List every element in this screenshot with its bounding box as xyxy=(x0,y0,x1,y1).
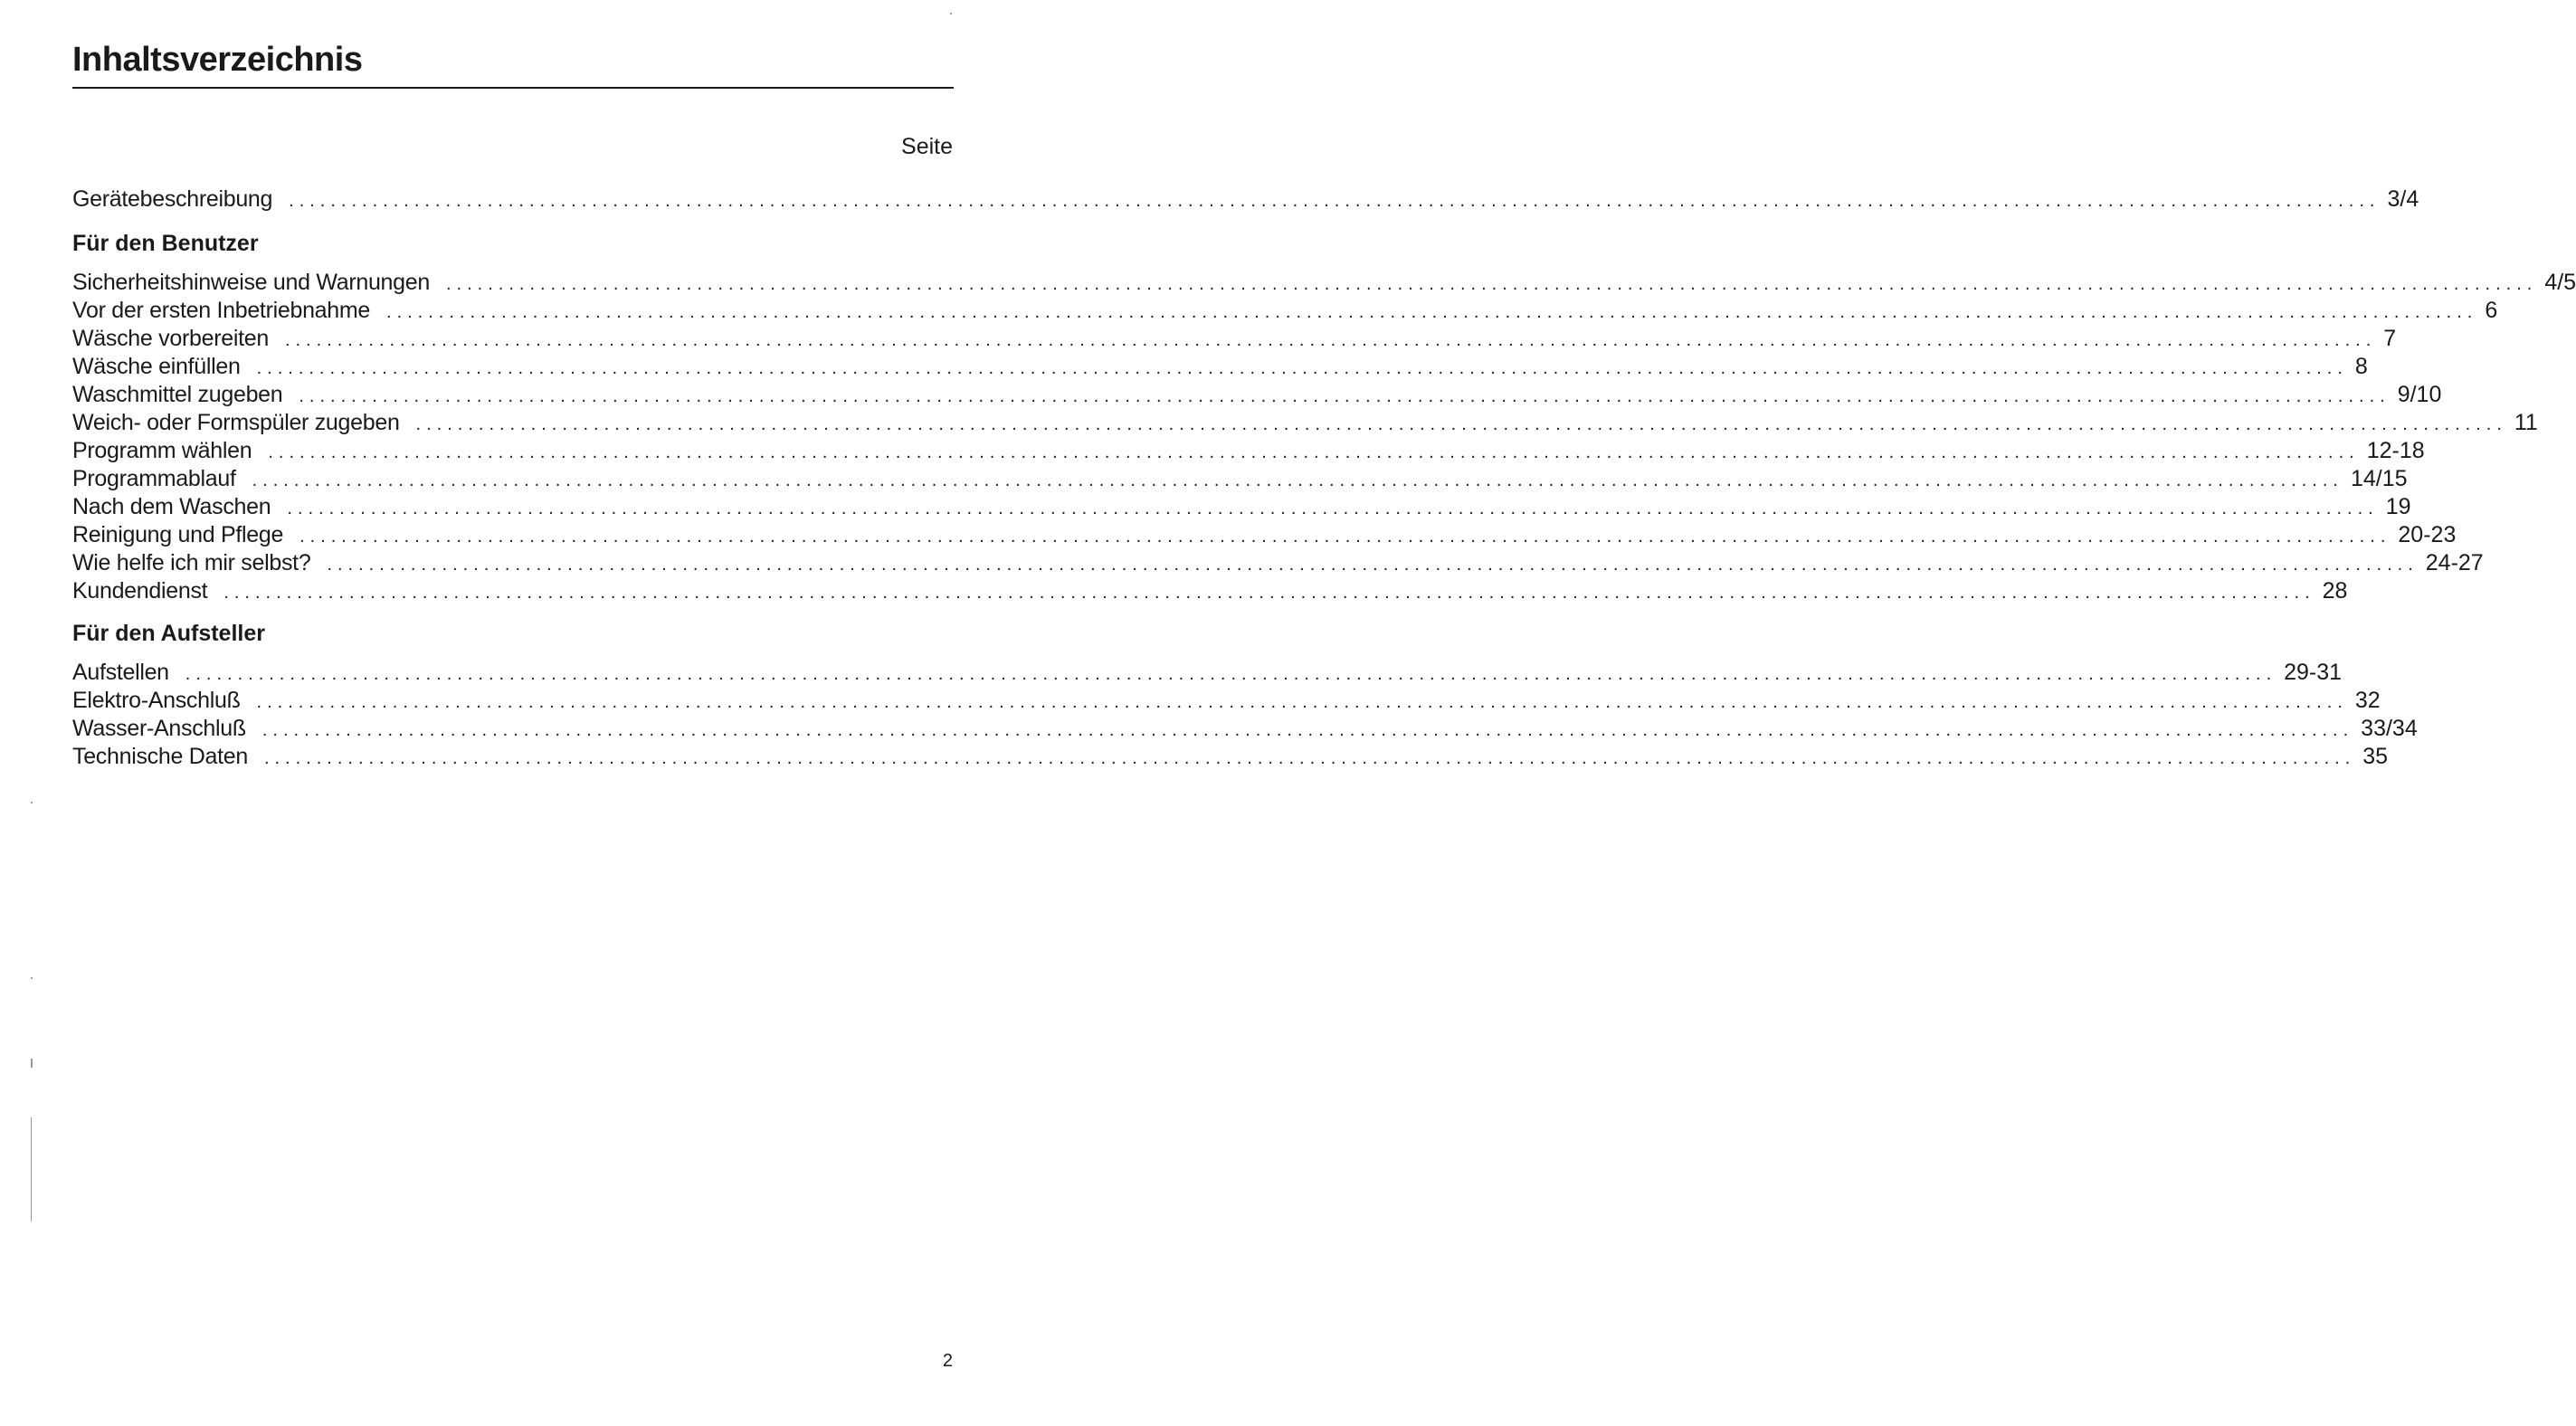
toc-group-heading: Für den Aufsteller xyxy=(72,621,265,646)
toc-entry xyxy=(72,521,2457,549)
title-divider xyxy=(72,87,954,89)
toc-entry-label: Kundendienst xyxy=(72,578,208,604)
toc-entry-page: 14/15 xyxy=(2350,466,2408,491)
toc-entry-label: Waschmittel zugeben xyxy=(72,382,283,407)
toc-leader-dots: ........................................................................................................................................................................................................ xyxy=(256,358,2348,378)
toc-entry-page: 29-31 xyxy=(2284,660,2343,685)
toc-leader-dots: ........................................................................................................................................................................................................ xyxy=(252,471,2343,490)
toc-entry-label: Weich- oder Formspüler zugeben xyxy=(72,410,400,435)
scan-speck xyxy=(31,977,33,979)
toc-entry xyxy=(72,687,2381,715)
scan-speck xyxy=(31,802,33,803)
toc-entry xyxy=(72,437,2425,465)
toc-entry-label: Technische Daten xyxy=(72,744,248,769)
toc-entry-page: 4/5 xyxy=(2544,270,2576,295)
toc-entry-page: 19 xyxy=(2385,494,2411,519)
toc-entry-label: Wie helfe ich mir selbst? xyxy=(72,550,311,575)
toc-entry-page: 33/34 xyxy=(2361,716,2418,741)
toc-leader-dots: ........................................................................................................................................................................................................ xyxy=(445,274,2538,294)
toc-entry xyxy=(72,185,2419,214)
toc-leader-dots: ........................................................................................................................................................................................................ xyxy=(415,414,2507,434)
toc-entry xyxy=(72,549,2484,577)
scan-speck xyxy=(31,1059,33,1068)
toc-entry-page: 3/4 xyxy=(2387,186,2419,212)
toc-leader-dots: ........................................................................................................................................................................................................ xyxy=(386,302,2478,322)
toc-entry xyxy=(72,409,2538,437)
toc-entry-label: Wasser-Anschluß xyxy=(72,716,246,741)
toc-entry-label: Elektro-Anschluß xyxy=(72,688,241,713)
toc-entry xyxy=(72,381,2442,409)
toc-entry-page: 20-23 xyxy=(2398,522,2457,547)
toc-entry-label: Gerätebeschreibung xyxy=(72,186,273,212)
toc-leader-dots: ........................................................................................................................................................................................................ xyxy=(261,720,2354,740)
toc-entry xyxy=(72,353,2368,381)
toc-entry-label: Nach dem Waschen xyxy=(72,494,271,519)
toc-entry-label: Vor der ersten Inbetriebnahme xyxy=(72,298,371,323)
toc-entry xyxy=(72,269,2576,297)
scan-speck xyxy=(950,13,952,14)
toc-entry xyxy=(72,659,2343,687)
scan-speck xyxy=(31,1117,32,1222)
toc-entry-page: 24-27 xyxy=(2425,550,2484,575)
toc-entry-page: 6 xyxy=(2485,298,2498,323)
toc-entry xyxy=(72,743,2389,771)
toc-entry xyxy=(72,297,2498,325)
page-column-header: Seite xyxy=(901,134,953,159)
toc-entry-page: 12-18 xyxy=(2366,438,2425,463)
toc-entry-page: 7 xyxy=(2383,326,2397,351)
toc-leader-dots: ........................................................................................................................................................................................................ xyxy=(223,583,2315,603)
table-of-contents xyxy=(72,185,2576,771)
toc-entry-label: Aufstellen xyxy=(72,660,169,685)
toc-entry-page: 8 xyxy=(2354,354,2368,379)
toc-entry xyxy=(72,325,2397,353)
toc-leader-dots: ........................................................................................................................................................................................................ xyxy=(185,664,2277,684)
toc-leader-dots: ........................................................................................................................................................................................................ xyxy=(289,191,2381,211)
toc-entry-label: Programm wählen xyxy=(72,438,252,463)
toc-group-heading: Für den Benutzer xyxy=(72,231,259,256)
toc-leader-dots: ........................................................................................................................................................................................................ xyxy=(284,330,2377,350)
toc-entry-label: Sicherheitshinweise und Warnungen xyxy=(72,270,430,295)
toc-leader-dots: ........................................................................................................................................................................................................ xyxy=(263,748,2356,768)
toc-entry-page: 28 xyxy=(2322,578,2348,604)
toc-leader-dots: ........................................................................................................................................................................................................ xyxy=(256,692,2348,712)
toc-entry-label: Wäsche einfüllen xyxy=(72,354,241,379)
toc-leader-dots: ........................................................................................................................................................................................................ xyxy=(268,442,2360,462)
page-number: 2 xyxy=(942,1351,953,1371)
toc-entry-page: 9/10 xyxy=(2397,382,2442,407)
toc-leader-dots: ........................................................................................................................................................................................................ xyxy=(327,555,2419,575)
toc-leader-dots: ........................................................................................................................................................................................................ xyxy=(299,527,2391,547)
toc-entry-label: Reinigung und Pflege xyxy=(72,522,284,547)
page-title: Inhaltsverzeichnis xyxy=(72,41,363,79)
toc-leader-dots: ........................................................................................................................................................................................................ xyxy=(287,499,2379,518)
toc-entry-label: Wäsche vorbereiten xyxy=(72,326,269,351)
toc-entry-page: 32 xyxy=(2354,688,2381,713)
toc-leader-dots: ........................................................................................................................................................................................................ xyxy=(299,386,2391,406)
toc-entry xyxy=(72,715,2418,743)
toc-entry xyxy=(72,465,2408,493)
toc-entry-page: 11 xyxy=(2514,410,2538,435)
toc-entry xyxy=(72,577,2348,605)
toc-entry-page: 35 xyxy=(2362,744,2389,769)
toc-entry-label: Programmablauf xyxy=(72,466,236,491)
toc-entry xyxy=(72,493,2411,521)
